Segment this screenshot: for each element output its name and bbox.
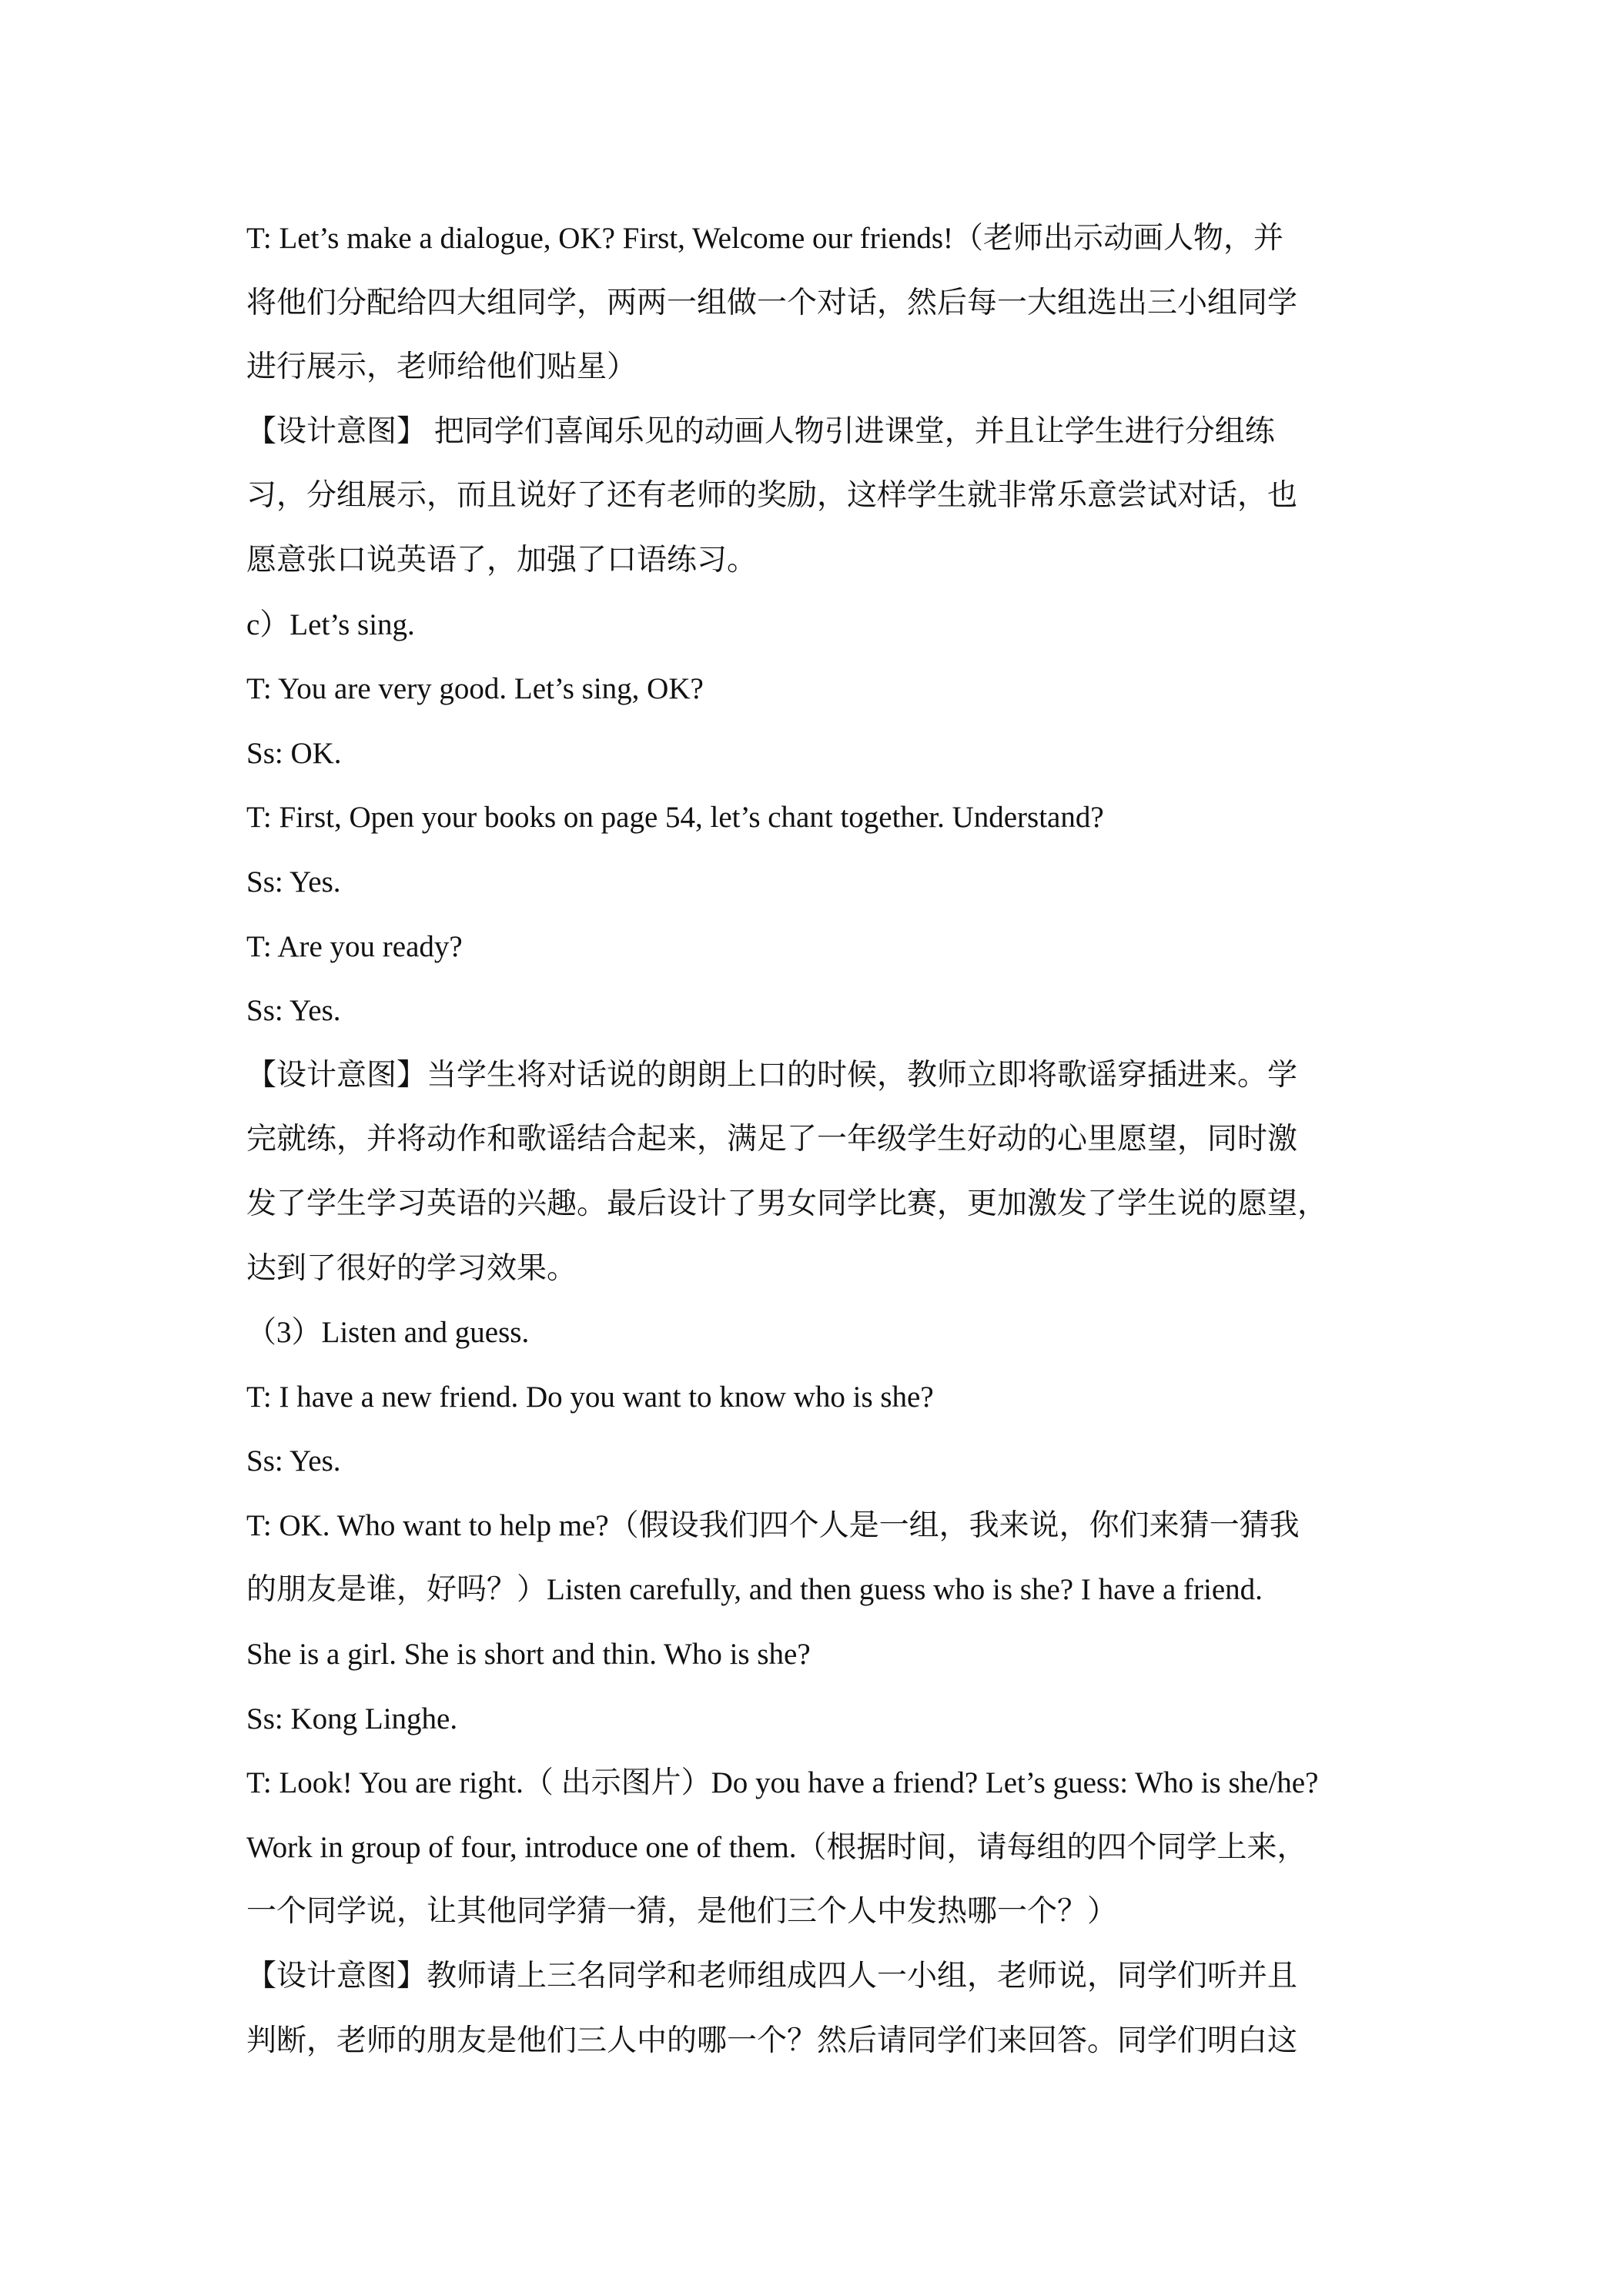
dialogue-line: Ss: Yes. <box>246 865 341 899</box>
dialogue-line: T: First, Open your books on page 54, let’s chant together. Understand? <box>246 801 1104 835</box>
dialogue-line: T: I have a new friend. Do you want to know who is she? <box>246 1380 934 1414</box>
design-intent-line: 【设计意图】当学生将对话说的朗朗上口的时候，教师立即将歌谣穿插进来。学 <box>246 1058 1298 1092</box>
dialogue-line: T: Look! You are right.（ 出示图片）Do you have a friend? Let’s guess: Who is she/he? <box>246 1766 1319 1800</box>
text-line: 一个同学说，让其他同学猜一猜，是他们三个人中发热哪一个？） <box>246 1895 1118 1929</box>
section-heading: c）Let’s sing. <box>246 607 415 641</box>
dialogue-line: Ss: Yes. <box>246 994 341 1028</box>
section-heading: （3）Listen and guess. <box>246 1316 530 1350</box>
dialogue-line: T: You are very good. Let’s sing, OK? <box>246 672 704 706</box>
text-line: 判断，老师的朋友是他们三人中的哪一个？然后请同学们来回答。同学们明白这 <box>246 2023 1298 2057</box>
text-line: T: Let’s make a dialogue, OK? First, Welcome our friends!（老师出示动画人物，并 <box>246 222 1284 255</box>
dialogue-line: She is a girl. She is short and thin. Who is she? <box>246 1638 811 1672</box>
text-line: 完就练，并将动作和歌谣结合起来，满足了一年级学生好动的心里愿望，同时激 <box>246 1123 1298 1156</box>
dialogue-line: Ss: OK. <box>246 736 342 770</box>
document-body <box>246 206 1401 2073</box>
dialogue-line: Work in group of four, introduce one of them.（根据时间，请每组的四个同学上来， <box>246 1830 1307 1864</box>
text-line: 习，分组展示，而且说好了还有老师的奖励，这样学生就非常乐意尝试对话，也 <box>246 479 1298 513</box>
design-intent-line: 【设计意图】教师请上三名同学和老师组成四人一小组，老师说，同学们听并且 <box>246 1960 1298 1993</box>
dialogue-line: Ss: Yes. <box>246 1444 341 1478</box>
text-line: 愿意张口说英语了，加强了口语练习。 <box>246 543 758 577</box>
dialogue-line: T: OK. Who want to help me?（假设我们四个人是一组，我来说，你们来猜一猜我 <box>246 1508 1300 1542</box>
text-line: 达到了很好的学习效果。 <box>246 1251 577 1285</box>
text-line: 将他们分配给四大组同学，两两一组做一个对话，然后每一大组选出三小组同学 <box>246 286 1298 320</box>
dialogue-line: Ss: Kong Linghe. <box>246 1702 458 1735</box>
dialogue-line: 的朋友是谁，好吗？）Listen carefully, and then guess who is she? I have a friend. <box>246 1573 1263 1607</box>
text-line: 进行展示，老师给他们贴星） <box>246 350 637 384</box>
dialogue-line: T: Are you ready? <box>246 929 463 963</box>
text-line: 发了学生学习英语的兴趣。最后设计了男女同学比赛，更加激发了学生说的愿望， <box>246 1186 1328 1220</box>
design-intent-line: 【设计意图】 把同学们喜闻乐见的动画人物引进课堂，并且让学生进行分组练 <box>246 414 1275 448</box>
